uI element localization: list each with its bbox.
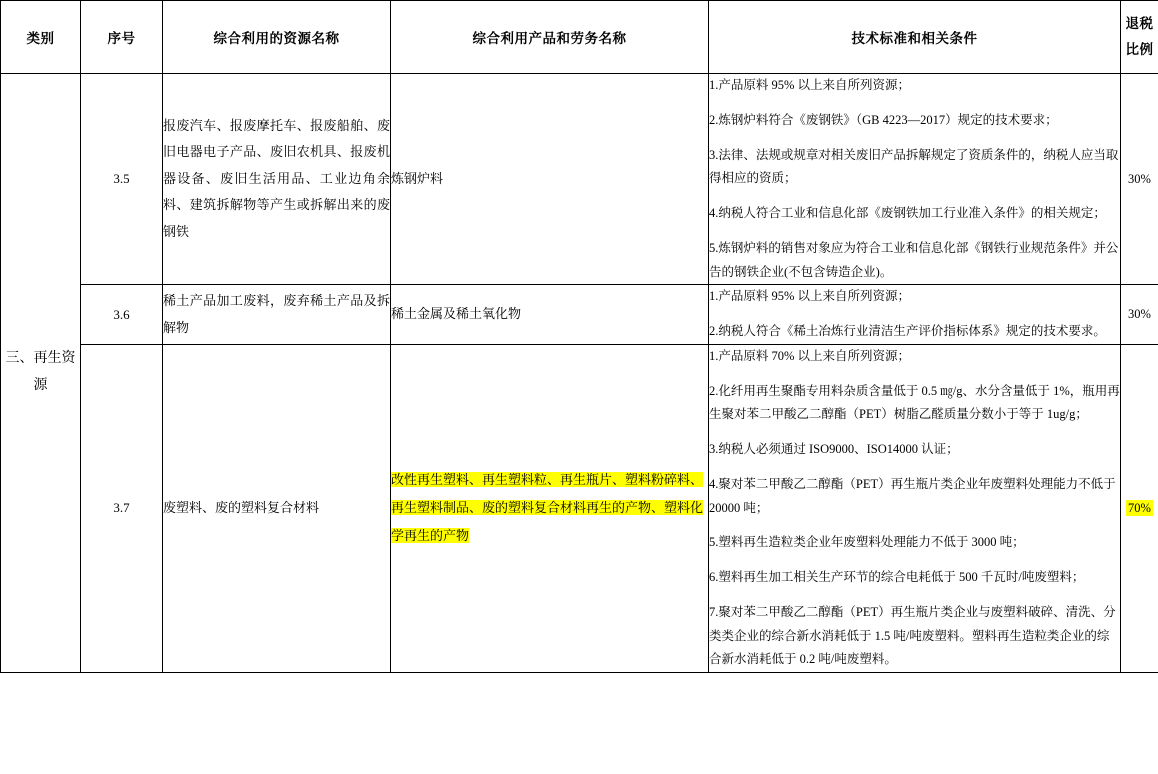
row-product-name-highlight: 改性再生塑料、再生塑料粒、再生瓶片、塑料粉碎料、再生塑料制品、废的塑料复合材料再生的产物、塑料化学再生的产物 bbox=[391, 472, 704, 544]
tech-item: 5.塑料再生造粒类企业年废塑料处理能力不低于 3000 吨； bbox=[709, 535, 1025, 550]
tech-item: 3.法律、法规或规章对相关废旧产品拆解规定了资质条件的，纳税人应当取得相应的资质； bbox=[709, 147, 1119, 186]
tech-item: 5.炼钢炉料的销售对象应为符合工业和信息化部《钢铁行业规范条件》并公告的钢铁企业(不包含铸造企业)。 bbox=[709, 240, 1119, 279]
tech-item: 2.纳税人符合《稀土冶炼行业清洁生产评价指标体系》规定的技术要求。 bbox=[709, 324, 1106, 338]
row-technical-standard bbox=[709, 285, 1121, 345]
tech-item: 1.产品原料 95% 以上来自所列资源； bbox=[709, 289, 911, 304]
tech-item: 6.塑料再生加工相关生产环节的综合电耗低于 500 千瓦时/吨废塑料； bbox=[709, 570, 1085, 584]
row-product-name bbox=[391, 344, 709, 672]
row-resource-name: 稀土产品加工废料，废弃稀土产品及拆解物 bbox=[163, 285, 391, 345]
header-resource-name: 综合利用的资源名称 bbox=[163, 1, 391, 74]
tech-item: 1.产品原料 70% 以上来自所列资源； bbox=[709, 348, 911, 363]
row-technical-standard bbox=[709, 344, 1121, 672]
tech-item: 7.聚对苯二甲酸乙二醇酯（PET）再生瓶片类企业与废塑料破碎、清洗、分类类企业的综合新水消耗低于 1.5 吨/吨废塑料。塑料再生造粒类企业的综合新水消耗低于 0.2 吨/吨废塑料。 bbox=[709, 604, 1116, 667]
table-row bbox=[1, 74, 1158, 285]
row-refund-rate: 30% bbox=[1121, 285, 1158, 345]
row-refund-rate: 30% bbox=[1121, 74, 1158, 285]
row-refund-rate bbox=[1121, 344, 1158, 672]
header-category: 类别 bbox=[1, 1, 81, 74]
table-header-row bbox=[1, 1, 1158, 74]
table-row bbox=[1, 285, 1158, 345]
row-technical-standard bbox=[709, 74, 1121, 285]
tech-item: 1.产品原料 95% 以上来自所列资源； bbox=[709, 78, 911, 92]
row-serial-number: 3.6 bbox=[81, 285, 163, 345]
header-refund-rate-line1: 退税 bbox=[1125, 16, 1154, 32]
row-product-name: 稀土金属及稀土氧化物 bbox=[391, 285, 709, 345]
row-serial-number: 3.7 bbox=[81, 344, 163, 672]
row-serial-number: 3.5 bbox=[81, 74, 163, 285]
row-resource-name: 废塑料、废的塑料复合材料 bbox=[163, 344, 391, 672]
header-product-service-name: 综合利用产品和劳务名称 bbox=[391, 1, 709, 74]
row-product-name: 炼钢炉料 bbox=[391, 74, 709, 285]
header-technical-standard: 技术标准和相关条件 bbox=[709, 1, 1121, 74]
tech-item: 2.化纤用再生聚酯专用料杂质含量低于 0.5 ㎎/g、水分含量低于 1%，瓶用再生聚对苯二甲酸乙二醇酯（PET）树脂乙醛质量分数小于等于 1ug/g； bbox=[709, 383, 1120, 422]
header-refund-rate-line2: 比例 bbox=[1125, 42, 1154, 57]
tech-item: 3.纳税人必须通过 ISO9000、ISO14000 认证； bbox=[709, 442, 959, 456]
row-resource-name: 报废汽车、报废摩托车、报废船舶、废旧电器电子产品、废旧农机具、报废机器设备、废旧生活用品、工业边角余料、建筑拆解物等产生或拆解出来的废钢铁 bbox=[163, 74, 391, 285]
category-cell bbox=[1, 74, 81, 673]
row-refund-rate-highlight: 70% bbox=[1128, 500, 1151, 515]
header-refund-rate bbox=[1121, 1, 1158, 74]
tech-item: 2.炼钢炉料符合《废钢铁》（GB 4223—2017）规定的技术要求； bbox=[709, 112, 1058, 127]
tech-item: 4.纳税人符合工业和信息化部《废钢铁加工行业准入条件》的相关规定； bbox=[709, 206, 1106, 220]
table-row bbox=[1, 344, 1158, 672]
header-serial-number: 序号 bbox=[81, 1, 163, 74]
category-label: 三、再生资源 bbox=[5, 351, 76, 393]
tech-item: 4.聚对苯二甲酸乙二醇酯（PET）再生瓶片类企业年废塑料处理能力不低于 20000 吨； bbox=[709, 476, 1116, 515]
